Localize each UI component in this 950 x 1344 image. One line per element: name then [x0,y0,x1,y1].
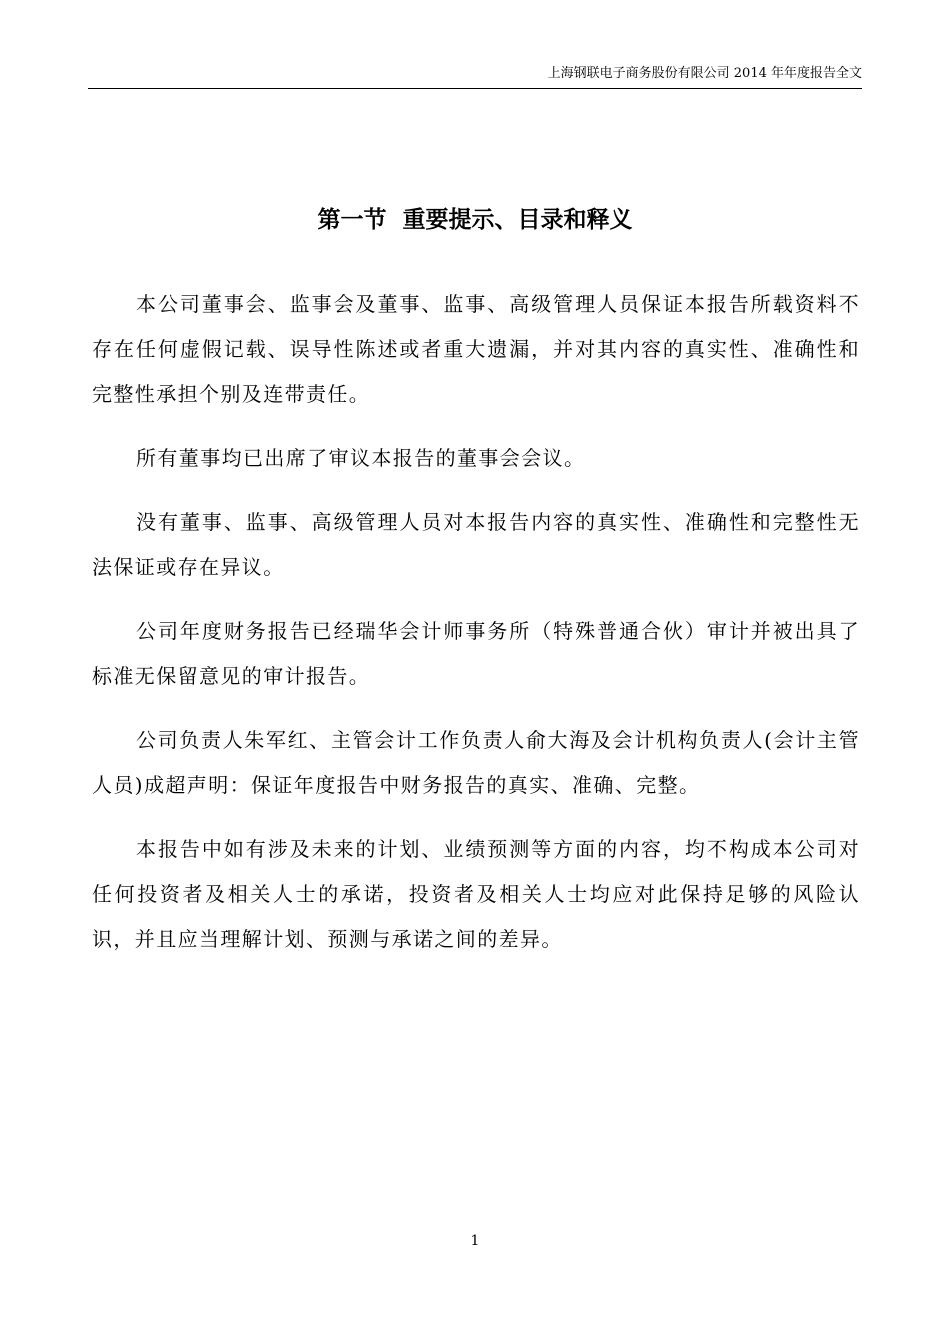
paragraph-forward-looking-disclaimer: 本报告中如有涉及未来的计划、业绩预测等方面的内容，均不构成本公司对任何投资者及相关人士的承诺，投资者及相关人士均应对此保持足够的风险认识，并且应当理解计划、预测与承诺之间的差异。 [92,837,860,951]
page-header [88,62,862,89]
body-text [92,282,860,981]
paragraph-directors-attendance: 所有董事均已出席了审议本报告的董事会会议。 [136,446,586,470]
page-number: 1 [470,1233,480,1249]
section-title: 第一节 重要提示、目录和释义 [317,206,633,233]
paragraph-responsible-persons-statement: 公司负责人朱军红、主管会计工作负责人俞大海及会计机构负责人(会计主管人员)成超声明：保证年度报告中财务报告的真实、准确、完整。 [92,728,860,797]
header-title: 上海钢联电子商务股份有限公司 2014 年年度报告全文 [547,66,862,81]
paragraph-no-objection: 没有董事、监事、高级管理人员对本报告内容的真实性、准确性和完整性无法保证或存在异议。 [92,510,860,579]
paragraph-audit-opinion: 公司年度财务报告已经瑞华会计师事务所（特殊普通合伙）审计并被出具了标准无保留意见的审计报告。 [92,619,860,688]
paragraph-board-guarantee: 本公司董事会、监事会及董事、监事、高级管理人员保证本报告所载资料不存在任何虚假记载、误导性陈述或者重大遗漏，并对其内容的真实性、准确性和完整性承担个别及连带责任。 [92,292,860,406]
